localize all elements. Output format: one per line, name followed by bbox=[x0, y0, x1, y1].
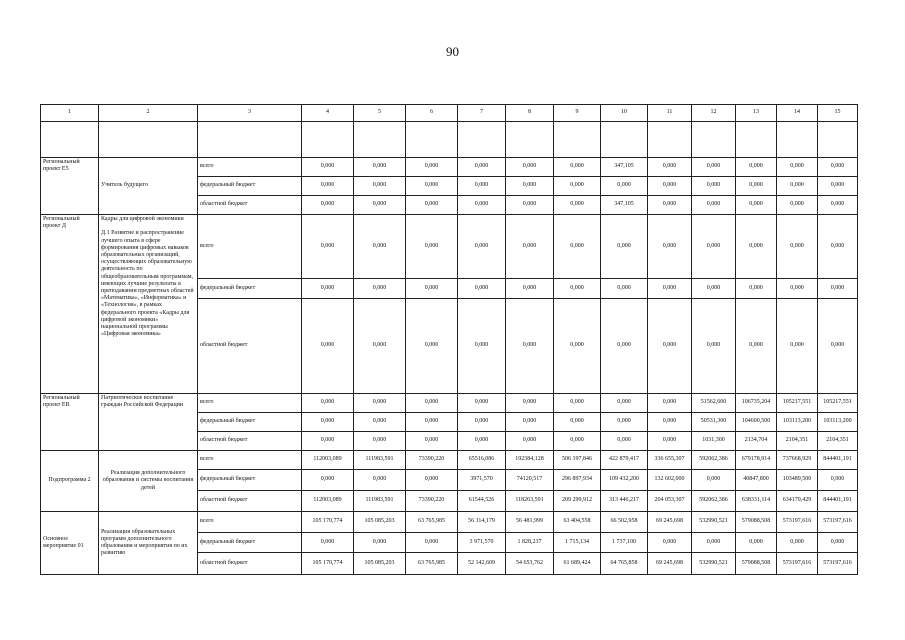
value-cell: 52 142,609 bbox=[458, 553, 506, 575]
value-cell: 0,000 bbox=[818, 196, 858, 215]
value-cell: 0,000 bbox=[406, 299, 458, 394]
column-number: 7 bbox=[458, 105, 506, 122]
value-cell: 573197,616 bbox=[777, 553, 818, 575]
section-code: Региональный проект Д bbox=[41, 215, 99, 394]
value-cell: 0,000 bbox=[692, 196, 736, 215]
blank-cell bbox=[406, 122, 458, 158]
value-cell: 2104,351 bbox=[818, 432, 858, 451]
value-cell: 0,000 bbox=[648, 279, 692, 299]
value-cell: 54 653,762 bbox=[506, 553, 554, 575]
column-number: 3 bbox=[198, 105, 302, 122]
value-cell: 0,000 bbox=[406, 196, 458, 215]
value-cell: 0,000 bbox=[554, 177, 601, 196]
table-row bbox=[41, 451, 858, 470]
value-cell: 0,000 bbox=[736, 279, 777, 299]
value-cell: 111983,591 bbox=[354, 451, 406, 470]
value-cell: 0,000 bbox=[648, 299, 692, 394]
value-cell: 63 765,985 bbox=[406, 512, 458, 533]
blank-cell bbox=[354, 122, 406, 158]
funding-source: областной бюджет bbox=[198, 299, 302, 394]
column-number: 5 bbox=[354, 105, 406, 122]
value-cell: 209 299,912 bbox=[554, 491, 601, 512]
value-cell: 0,000 bbox=[736, 299, 777, 394]
funding-source: федеральный бюджет bbox=[198, 177, 302, 196]
value-cell: 65516,086 bbox=[458, 451, 506, 470]
value-cell: 56 114,179 bbox=[458, 512, 506, 533]
value-cell: 0,000 bbox=[554, 299, 601, 394]
value-cell: 105 085,203 bbox=[354, 512, 406, 533]
value-cell: 0,000 bbox=[458, 279, 506, 299]
value-cell: 0,000 bbox=[354, 279, 406, 299]
blank-cell bbox=[554, 122, 601, 158]
value-cell: 0,000 bbox=[601, 432, 648, 451]
value-cell: 0,000 bbox=[818, 279, 858, 299]
value-cell: 73390,220 bbox=[406, 451, 458, 470]
value-cell: 592062,386 bbox=[692, 451, 736, 470]
value-cell: 592062,386 bbox=[692, 491, 736, 512]
value-cell: 105 085,203 bbox=[354, 553, 406, 575]
value-cell: 2134,704 bbox=[736, 432, 777, 451]
value-cell: 0,000 bbox=[648, 215, 692, 279]
value-cell: 0,000 bbox=[506, 177, 554, 196]
blank-cell bbox=[302, 122, 354, 158]
value-cell: 0,000 bbox=[777, 158, 818, 177]
value-cell: 0,000 bbox=[354, 432, 406, 451]
value-cell: 112003,089 bbox=[302, 451, 354, 470]
value-cell: 0,000 bbox=[692, 533, 736, 553]
value-cell: 103113,200 bbox=[777, 413, 818, 432]
table-row bbox=[41, 158, 858, 177]
value-cell: 0,000 bbox=[506, 196, 554, 215]
value-cell: 74120,517 bbox=[506, 470, 554, 491]
blank-cell bbox=[99, 122, 198, 158]
value-cell: 0,000 bbox=[777, 533, 818, 553]
column-number: 1 bbox=[41, 105, 99, 122]
value-cell: 103489,500 bbox=[777, 470, 818, 491]
value-cell: 0,000 bbox=[692, 279, 736, 299]
value-cell: 573197,616 bbox=[818, 512, 858, 533]
value-cell: 0,000 bbox=[506, 158, 554, 177]
value-cell: 0,000 bbox=[302, 413, 354, 432]
column-number: 12 bbox=[692, 105, 736, 122]
value-cell: 105 170,774 bbox=[302, 553, 354, 575]
funding-source: всего bbox=[198, 451, 302, 470]
value-cell: 0,000 bbox=[736, 196, 777, 215]
column-number: 14 bbox=[777, 105, 818, 122]
value-cell: 0,000 bbox=[601, 413, 648, 432]
value-cell: 0,000 bbox=[692, 470, 736, 491]
blank-cell bbox=[601, 122, 648, 158]
section-name: Кадры для цифровой экономики Д.1 Развитие и распространение лучшего опыта в сфере формирования цифровых навыков образовательных организаций, осуществляющих образовательную деятельность по общеобразовательным программам, имеющих лучшие результаты в преподавании предметных областей «Математика», «Информатика» и «Технология», в рамках федерального проекта «Кадры для цифровой экономики» национальной программы «Цифровая экономика» bbox=[99, 215, 198, 394]
value-cell: 61544,526 bbox=[458, 491, 506, 512]
funding-source: федеральный бюджет bbox=[198, 279, 302, 299]
value-cell: 0,000 bbox=[302, 196, 354, 215]
value-cell: 0,000 bbox=[458, 413, 506, 432]
value-cell: 0,000 bbox=[406, 394, 458, 413]
value-cell: 0,000 bbox=[818, 158, 858, 177]
value-cell: 573197,616 bbox=[777, 512, 818, 533]
section-name: Реализация образовательных программ дополнительного образования и мероприятия по их развитию bbox=[99, 512, 198, 575]
funding-source: федеральный бюджет bbox=[198, 533, 302, 553]
value-cell: 0,000 bbox=[406, 533, 458, 553]
value-cell: 0,000 bbox=[601, 279, 648, 299]
value-cell: 0,000 bbox=[648, 177, 692, 196]
value-cell: 0,000 bbox=[354, 196, 406, 215]
table-row bbox=[41, 512, 858, 533]
value-cell: 0,000 bbox=[406, 177, 458, 196]
funding-source: всего bbox=[198, 394, 302, 413]
value-cell: 0,000 bbox=[554, 394, 601, 413]
value-cell: 0,000 bbox=[406, 279, 458, 299]
value-cell: 104600,500 bbox=[736, 413, 777, 432]
value-cell: 0,000 bbox=[648, 196, 692, 215]
value-cell: 0,000 bbox=[818, 533, 858, 553]
value-cell: 64 765,858 bbox=[601, 553, 648, 575]
value-cell: 0,000 bbox=[777, 177, 818, 196]
value-cell: 0,000 bbox=[648, 533, 692, 553]
value-cell: 0,000 bbox=[302, 533, 354, 553]
value-cell: 573197,616 bbox=[818, 553, 858, 575]
page-number: 90 bbox=[446, 44, 459, 59]
value-cell: 0,000 bbox=[302, 215, 354, 279]
column-number: 8 bbox=[506, 105, 554, 122]
value-cell: 109 432,200 bbox=[601, 470, 648, 491]
table-row bbox=[41, 394, 858, 413]
value-cell: 0,000 bbox=[736, 215, 777, 279]
value-cell: 0,000 bbox=[354, 394, 406, 413]
value-cell: 0,000 bbox=[692, 177, 736, 196]
value-cell: 106735,204 bbox=[736, 394, 777, 413]
column-number: 15 bbox=[818, 105, 858, 122]
value-cell: 0,000 bbox=[601, 177, 648, 196]
value-cell: 0,000 bbox=[406, 470, 458, 491]
value-cell: 73390,220 bbox=[406, 491, 458, 512]
value-cell: 0,000 bbox=[648, 394, 692, 413]
funding-source: областной бюджет bbox=[198, 491, 302, 512]
value-cell: 132 602,000 bbox=[648, 470, 692, 491]
value-cell: 0,000 bbox=[818, 177, 858, 196]
value-cell: 0,000 bbox=[506, 215, 554, 279]
value-cell: 105217,551 bbox=[818, 394, 858, 413]
value-cell: 0,000 bbox=[458, 299, 506, 394]
value-cell: 0,000 bbox=[406, 413, 458, 432]
value-cell: 3971,570 bbox=[458, 470, 506, 491]
value-cell: 0,000 bbox=[736, 177, 777, 196]
value-cell: 0,000 bbox=[601, 299, 648, 394]
section-code: Региональный проект ЕВ bbox=[41, 394, 99, 451]
budget-table bbox=[40, 104, 858, 575]
value-cell: 0,000 bbox=[818, 299, 858, 394]
value-cell: 0,000 bbox=[818, 215, 858, 279]
section-code: Основное мероприятие 01 bbox=[41, 512, 99, 575]
value-cell: 347,105 bbox=[601, 196, 648, 215]
blank-cell bbox=[692, 122, 736, 158]
value-cell: 0,000 bbox=[302, 177, 354, 196]
value-cell: 51562,600 bbox=[692, 394, 736, 413]
value-cell: 0,000 bbox=[692, 299, 736, 394]
value-cell: 0,000 bbox=[692, 158, 736, 177]
value-cell: 0,000 bbox=[458, 158, 506, 177]
value-cell: 56 481,999 bbox=[506, 512, 554, 533]
value-cell: 0,000 bbox=[302, 470, 354, 491]
value-cell: 0,000 bbox=[506, 279, 554, 299]
value-cell: 0,000 bbox=[354, 413, 406, 432]
value-cell: 0,000 bbox=[736, 158, 777, 177]
value-cell: 0,000 bbox=[554, 413, 601, 432]
value-cell: 844401,191 bbox=[818, 491, 858, 512]
value-cell: 0,000 bbox=[302, 158, 354, 177]
value-cell: 69 245,698 bbox=[648, 512, 692, 533]
value-cell: 0,000 bbox=[406, 432, 458, 451]
section-code: Региональный проект Е5 bbox=[41, 158, 99, 215]
value-cell: 0,000 bbox=[554, 432, 601, 451]
value-cell: 638331,114 bbox=[736, 491, 777, 512]
value-cell: 0,000 bbox=[777, 299, 818, 394]
value-cell: 0,000 bbox=[302, 394, 354, 413]
value-cell: 0,000 bbox=[406, 215, 458, 279]
value-cell: 0,000 bbox=[458, 394, 506, 413]
value-cell: 0,000 bbox=[302, 432, 354, 451]
value-cell: 313 446,217 bbox=[601, 491, 648, 512]
value-cell: 347,105 bbox=[601, 158, 648, 177]
value-cell: 3 971,570 bbox=[458, 533, 506, 553]
value-cell: 737668,929 bbox=[777, 451, 818, 470]
value-cell: 0,000 bbox=[406, 158, 458, 177]
value-cell: 204 053,307 bbox=[648, 491, 692, 512]
column-number: 9 bbox=[554, 105, 601, 122]
blank-cell bbox=[198, 122, 302, 158]
value-cell: 296 897,934 bbox=[554, 470, 601, 491]
value-cell: 579088,508 bbox=[736, 553, 777, 575]
value-cell: 0,000 bbox=[554, 196, 601, 215]
value-cell: 0,000 bbox=[736, 533, 777, 553]
value-cell: 422 879,417 bbox=[601, 451, 648, 470]
value-cell: 532990,521 bbox=[692, 512, 736, 533]
column-number-row bbox=[41, 105, 858, 122]
value-cell: 118263,591 bbox=[506, 491, 554, 512]
funding-source: федеральный бюджет bbox=[198, 470, 302, 491]
value-cell: 336 655,307 bbox=[648, 451, 692, 470]
value-cell: 40847,800 bbox=[736, 470, 777, 491]
value-cell: 0,000 bbox=[458, 196, 506, 215]
column-number: 4 bbox=[302, 105, 354, 122]
funding-source: всего bbox=[198, 158, 302, 177]
section-name: Учитель будущего bbox=[99, 158, 198, 215]
value-cell: 0,000 bbox=[506, 432, 554, 451]
value-cell: 679178,914 bbox=[736, 451, 777, 470]
value-cell: 192384,128 bbox=[506, 451, 554, 470]
table-row bbox=[41, 215, 858, 279]
value-cell: 0,000 bbox=[648, 413, 692, 432]
column-number: 13 bbox=[736, 105, 777, 122]
value-cell: 0,000 bbox=[506, 394, 554, 413]
value-cell: 0,000 bbox=[506, 299, 554, 394]
value-cell: 0,000 bbox=[354, 470, 406, 491]
column-number: 10 bbox=[601, 105, 648, 122]
value-cell: 0,000 bbox=[692, 215, 736, 279]
blank-cell bbox=[458, 122, 506, 158]
value-cell: 0,000 bbox=[554, 215, 601, 279]
column-number: 11 bbox=[648, 105, 692, 122]
funding-source: областной бюджет bbox=[198, 196, 302, 215]
value-cell: 66 502,958 bbox=[601, 512, 648, 533]
value-cell: 0,000 bbox=[648, 432, 692, 451]
column-number: 6 bbox=[406, 105, 458, 122]
value-cell: 0,000 bbox=[554, 279, 601, 299]
blank-cell bbox=[818, 122, 858, 158]
value-cell: 0,000 bbox=[458, 432, 506, 451]
value-cell: 0,000 bbox=[302, 279, 354, 299]
funding-source: областной бюджет bbox=[198, 432, 302, 451]
value-cell: 0,000 bbox=[648, 158, 692, 177]
blank-cell bbox=[736, 122, 777, 158]
value-cell: 1 715,134 bbox=[554, 533, 601, 553]
value-cell: 0,000 bbox=[354, 533, 406, 553]
value-cell: 2104,351 bbox=[777, 432, 818, 451]
blank-cell bbox=[41, 122, 99, 158]
value-cell: 0,000 bbox=[354, 177, 406, 196]
value-cell: 69 245,698 bbox=[648, 553, 692, 575]
value-cell: 0,000 bbox=[458, 177, 506, 196]
value-cell: 0,000 bbox=[354, 299, 406, 394]
value-cell: 50531,300 bbox=[692, 413, 736, 432]
value-cell: 0,000 bbox=[777, 196, 818, 215]
value-cell: 1031,300 bbox=[692, 432, 736, 451]
value-cell: 0,000 bbox=[302, 299, 354, 394]
value-cell: 63 404,558 bbox=[554, 512, 601, 533]
section-name: Реализация дополнительного образования и системы воспитания детей bbox=[99, 451, 198, 512]
value-cell: 0,000 bbox=[354, 158, 406, 177]
value-cell: 105217,551 bbox=[777, 394, 818, 413]
section-code: Подпрограмма 2 bbox=[41, 451, 99, 512]
blank-cell bbox=[506, 122, 554, 158]
section-name: Патриотическое воспитание граждан Российской Федерации bbox=[99, 394, 198, 451]
value-cell: 1 828,237 bbox=[506, 533, 554, 553]
value-cell: 1 737,100 bbox=[601, 533, 648, 553]
value-cell: 0,000 bbox=[777, 215, 818, 279]
value-cell: 0,000 bbox=[601, 215, 648, 279]
value-cell: 579088,508 bbox=[736, 512, 777, 533]
column-number: 2 bbox=[99, 105, 198, 122]
value-cell: 0,000 bbox=[458, 215, 506, 279]
value-cell: 0,000 bbox=[601, 394, 648, 413]
value-cell: 0,000 bbox=[354, 215, 406, 279]
value-cell: 0,000 bbox=[818, 470, 858, 491]
blank-row bbox=[41, 122, 858, 158]
value-cell: 105 170,774 bbox=[302, 512, 354, 533]
funding-source: областной бюджет bbox=[198, 553, 302, 575]
value-cell: 0,000 bbox=[506, 413, 554, 432]
blank-cell bbox=[648, 122, 692, 158]
value-cell: 61 689,424 bbox=[554, 553, 601, 575]
funding-source: федеральный бюджет bbox=[198, 413, 302, 432]
value-cell: 844401,191 bbox=[818, 451, 858, 470]
blank-cell bbox=[777, 122, 818, 158]
value-cell: 532990,521 bbox=[692, 553, 736, 575]
value-cell: 103113,200 bbox=[818, 413, 858, 432]
value-cell: 506 197,846 bbox=[554, 451, 601, 470]
value-cell: 112003,089 bbox=[302, 491, 354, 512]
value-cell: 111983,591 bbox=[354, 491, 406, 512]
value-cell: 63 765,985 bbox=[406, 553, 458, 575]
value-cell: 0,000 bbox=[777, 279, 818, 299]
value-cell: 0,000 bbox=[554, 158, 601, 177]
funding-source: всего bbox=[198, 512, 302, 533]
funding-source: всего bbox=[198, 215, 302, 279]
value-cell: 634179,429 bbox=[777, 491, 818, 512]
